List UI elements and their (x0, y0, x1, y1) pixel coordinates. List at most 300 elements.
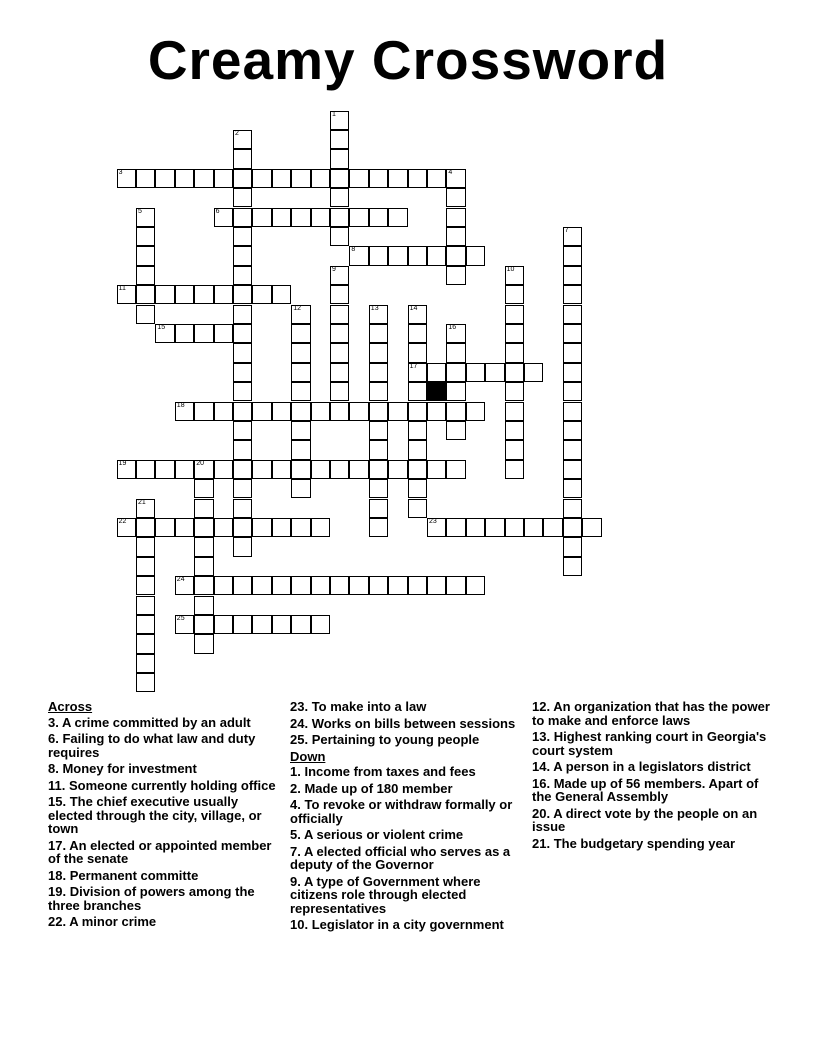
grid-cell[interactable] (136, 576, 155, 595)
grid-cell[interactable] (136, 208, 155, 227)
grid-cell[interactable] (427, 363, 446, 382)
grid-cell[interactable] (369, 576, 388, 595)
grid-cell[interactable] (194, 557, 213, 576)
grid-cell[interactable] (194, 285, 213, 304)
grid-cell[interactable] (330, 130, 349, 149)
grid-cell[interactable] (330, 169, 349, 188)
grid-cell[interactable] (369, 499, 388, 518)
grid-cell[interactable] (175, 615, 194, 634)
grid-cell[interactable] (408, 576, 427, 595)
grid-cell[interactable] (427, 246, 446, 265)
grid-cell[interactable] (233, 615, 252, 634)
grid-cell[interactable] (136, 557, 155, 576)
grid-cell[interactable] (117, 169, 136, 188)
grid-cell[interactable] (408, 440, 427, 459)
grid-cell[interactable] (563, 343, 582, 362)
grid-cell[interactable] (233, 324, 252, 343)
grid-cell[interactable] (272, 615, 291, 634)
grid-cell[interactable] (233, 227, 252, 246)
across-clue-24: 24. Works on bills between sessions (290, 715, 516, 731)
grid-cell[interactable] (446, 169, 465, 188)
grid-cell[interactable] (291, 576, 310, 595)
grid-cell[interactable] (369, 343, 388, 362)
grid-cell[interactable] (194, 634, 213, 653)
grid-cell[interactable] (446, 576, 465, 595)
grid-cell[interactable] (291, 305, 310, 324)
grid-cell[interactable] (427, 460, 446, 479)
grid-cell[interactable] (408, 479, 427, 498)
grid-cell[interactable] (136, 654, 155, 673)
grid-cell[interactable] (136, 246, 155, 265)
down-clue-20: 20. A direct vote by the people on an issue (532, 805, 758, 834)
clue-text: A type of Government where citizens role through elected representatives (290, 873, 481, 916)
grid-cell[interactable] (446, 518, 465, 537)
grid-cell[interactable] (330, 305, 349, 324)
grid-cell[interactable] (194, 324, 213, 343)
grid-cell[interactable] (563, 266, 582, 285)
grid-cell[interactable] (408, 402, 427, 421)
grid-cell[interactable] (408, 169, 427, 188)
grid-cell[interactable] (563, 246, 582, 265)
grid-cell[interactable] (330, 576, 349, 595)
clue-text: A person in a legislators district (553, 759, 751, 774)
grid-cell[interactable] (136, 634, 155, 653)
grid-cell[interactable] (194, 576, 213, 595)
clue-number: 11 (48, 777, 62, 793)
grid-cell[interactable] (155, 169, 174, 188)
grid-cell[interactable] (369, 324, 388, 343)
grid-cell[interactable] (563, 440, 582, 459)
grid-cell[interactable] (349, 208, 368, 227)
grid-cell[interactable] (136, 460, 155, 479)
grid-cell[interactable] (446, 246, 465, 265)
grid-cell[interactable] (349, 576, 368, 595)
grid-cell[interactable] (369, 460, 388, 479)
clue-number: 2 (235, 129, 239, 137)
grid-cell[interactable] (252, 460, 271, 479)
grid-cell[interactable] (291, 363, 310, 382)
grid-cell[interactable] (563, 518, 582, 537)
grid-cell[interactable] (427, 169, 446, 188)
grid-cell[interactable] (233, 499, 252, 518)
grid-cell[interactable] (388, 576, 407, 595)
grid-cell[interactable] (446, 402, 465, 421)
grid-cell[interactable] (272, 518, 291, 537)
grid-cell[interactable] (505, 402, 524, 421)
grid-cell[interactable] (194, 479, 213, 498)
grid-cell[interactable] (369, 518, 388, 537)
grid-cell[interactable] (330, 363, 349, 382)
down-clue-13: 13. Highest ranking court in Georgia's court system (532, 729, 767, 758)
grid-cell[interactable] (252, 285, 271, 304)
grid-cell[interactable] (291, 440, 310, 459)
grid-cell[interactable] (252, 576, 271, 595)
grid-cell[interactable] (291, 343, 310, 362)
clue-number: 12 (293, 304, 301, 312)
grid-cell[interactable] (485, 518, 504, 537)
grid-cell[interactable] (369, 208, 388, 227)
down-clue-9: 9. A type of Government where citizens role through elected representatives (290, 873, 481, 916)
grid-cell[interactable] (194, 518, 213, 537)
down-clue-7: 7. A elected official who serves as a deputy of the Governor (290, 843, 511, 872)
page-title: Creamy Crossword (147, 29, 669, 91)
grid-cell[interactable] (388, 169, 407, 188)
grid-cell[interactable] (505, 382, 524, 401)
clue-text: To make into a law (311, 699, 427, 714)
grid-cell[interactable] (408, 324, 427, 343)
clue-text: Legislator in a city government (311, 917, 504, 932)
grid-cell[interactable] (291, 518, 310, 537)
grid-cell[interactable] (369, 382, 388, 401)
grid-cell[interactable] (233, 149, 252, 168)
grid-cell[interactable] (233, 285, 252, 304)
clue-number: 3 (118, 168, 123, 176)
clue-number: 22 (48, 914, 63, 929)
grid-cell[interactable] (175, 285, 194, 304)
grid-cell[interactable] (466, 246, 485, 265)
grid-cell[interactable] (291, 615, 310, 634)
grid-cell[interactable] (330, 208, 349, 227)
clue-number: 1 (290, 764, 298, 779)
grid-cell[interactable] (330, 188, 349, 207)
grid-cell[interactable] (233, 188, 252, 207)
grid-cell[interactable] (252, 615, 271, 634)
grid-cell[interactable] (369, 169, 388, 188)
grid-cell[interactable] (136, 305, 155, 324)
grid-cell[interactable] (466, 363, 485, 382)
clue-text: Money for investment (62, 761, 197, 776)
clue-number: 13 (370, 304, 379, 312)
grid-cell[interactable] (349, 402, 368, 421)
grid-cell[interactable] (369, 421, 388, 440)
clue-number: 14 (532, 759, 547, 774)
grid-cell[interactable] (369, 440, 388, 459)
grid-cell[interactable] (117, 518, 136, 537)
clue-number: 11 (118, 285, 126, 293)
grid-cell[interactable] (214, 460, 233, 479)
grid-cell[interactable] (563, 479, 582, 498)
clue-number: 18 (48, 867, 63, 883)
grid-cell[interactable] (408, 382, 427, 401)
grid-cell[interactable] (311, 615, 330, 634)
grid-cell[interactable] (233, 479, 252, 498)
grid-cell[interactable] (446, 343, 465, 362)
grid-cell[interactable] (291, 460, 310, 479)
grid-cell[interactable] (136, 227, 155, 246)
grid-cell[interactable] (194, 402, 213, 421)
grid-cell[interactable] (446, 208, 465, 227)
grid-cell[interactable] (214, 576, 233, 595)
clue-text: A elected official who serves as a deputy of the Governor (290, 843, 511, 872)
grid-cell[interactable] (214, 518, 233, 537)
down-clue-list (290, 765, 522, 932)
grid-cell[interactable] (291, 324, 310, 343)
grid-cell[interactable] (330, 149, 349, 168)
grid-cell[interactable] (214, 208, 233, 227)
black-cell (427, 382, 446, 401)
grid-cell[interactable] (505, 440, 524, 459)
grid-cell[interactable] (252, 518, 271, 537)
grid-cell[interactable] (466, 402, 485, 421)
grid-cell[interactable] (214, 169, 233, 188)
down-clue-2: 2. Made up of 180 member (290, 780, 453, 796)
grid-cell[interactable] (563, 324, 582, 343)
grid-cell[interactable] (505, 266, 524, 285)
grid-cell[interactable] (291, 382, 310, 401)
across-clue-18: 18. Permanent committe (48, 867, 199, 883)
grid-cell[interactable] (388, 246, 407, 265)
grid-cell[interactable] (233, 421, 252, 440)
grid-cell[interactable] (136, 537, 155, 556)
grid-cell[interactable] (563, 363, 582, 382)
grid-cell[interactable] (446, 188, 465, 207)
grid-cell[interactable] (446, 324, 465, 343)
grid-cell[interactable] (408, 499, 427, 518)
grid-cell[interactable] (466, 576, 485, 595)
grid-cell[interactable] (136, 169, 155, 188)
grid-cell[interactable] (214, 324, 233, 343)
grid-cell[interactable] (524, 363, 543, 382)
grid-cell[interactable] (175, 169, 194, 188)
grid-cell[interactable] (349, 169, 368, 188)
grid-cell[interactable] (505, 460, 524, 479)
grid-cell[interactable] (505, 285, 524, 304)
grid-cell[interactable] (252, 169, 271, 188)
clue-text: A minor crime (69, 914, 157, 929)
grid-cell[interactable] (408, 246, 427, 265)
grid-cell[interactable] (388, 208, 407, 227)
grid-cell[interactable] (272, 208, 291, 227)
grid-cell[interactable] (330, 111, 349, 130)
grid-cell[interactable] (485, 363, 504, 382)
across-clue-list (48, 716, 280, 929)
grid-cell[interactable] (330, 324, 349, 343)
grid-cell[interactable] (233, 130, 252, 149)
clue-text: Failing to do what law and duty requires (48, 731, 256, 760)
grid-cell[interactable] (136, 266, 155, 285)
grid-cell[interactable] (233, 169, 252, 188)
grid-cell[interactable] (233, 537, 252, 556)
across-clue-19: 19. Division of powers among the three branches (48, 884, 255, 913)
clue-number: 4 (290, 797, 298, 812)
grid-cell[interactable] (369, 246, 388, 265)
grid-cell[interactable] (252, 208, 271, 227)
down-clue-21: 21. The budgetary spending year (532, 835, 736, 851)
grid-cell[interactable] (369, 305, 388, 324)
clue-number: 2 (290, 780, 298, 796)
grid-cell[interactable] (155, 324, 174, 343)
grid-cell[interactable] (194, 615, 213, 634)
grid-cell[interactable] (563, 421, 582, 440)
grid-cell[interactable] (291, 402, 310, 421)
grid-cell[interactable] (194, 460, 213, 479)
grid-cell[interactable] (194, 169, 213, 188)
grid-cell[interactable] (349, 246, 368, 265)
grid-cell[interactable] (505, 518, 524, 537)
grid-cell[interactable] (563, 285, 582, 304)
grid-cell[interactable] (233, 518, 252, 537)
clue-number: 9 (332, 265, 336, 273)
grid-cell[interactable] (194, 596, 213, 615)
grid-cell[interactable] (311, 402, 330, 421)
grid-cell[interactable] (233, 440, 252, 459)
grid-cell[interactable] (233, 266, 252, 285)
grid-cell[interactable] (175, 402, 194, 421)
clue-text: Works on bills between sessions (311, 715, 516, 731)
grid-cell[interactable] (505, 343, 524, 362)
clue-number: 19 (118, 459, 127, 467)
grid-cell[interactable] (233, 576, 252, 595)
clue-text: Made up of 56 members. Apart of the General Assembly (532, 775, 759, 804)
grid-cell[interactable] (155, 460, 174, 479)
grid-cell[interactable] (214, 615, 233, 634)
grid-cell[interactable] (233, 343, 252, 362)
across-clue-25: 25. Pertaining to young people (290, 732, 480, 747)
grid-cell[interactable] (563, 227, 582, 246)
grid-cell[interactable] (136, 285, 155, 304)
grid-cell[interactable] (233, 208, 252, 227)
grid-cell[interactable] (388, 460, 407, 479)
grid-cell[interactable] (543, 518, 562, 537)
grid-cell[interactable] (175, 576, 194, 595)
clue-number: 4 (448, 168, 453, 176)
grid-cell[interactable] (446, 227, 465, 246)
grid-cell[interactable] (136, 499, 155, 518)
grid-cell[interactable] (136, 673, 155, 692)
grid-cell[interactable] (330, 402, 349, 421)
grid-cell[interactable] (272, 460, 291, 479)
grid-cell[interactable] (446, 421, 465, 440)
across-clue-23: 23. To make into a law (290, 699, 427, 714)
clue-number: 19 (48, 884, 63, 899)
grid-cell[interactable] (291, 421, 310, 440)
grid-cell[interactable] (233, 382, 252, 401)
grid-cell[interactable] (233, 363, 252, 382)
clue-number: 13 (532, 729, 547, 744)
down-clue-1: 1. Income from taxes and fees (290, 764, 476, 779)
grid-cell[interactable] (117, 460, 136, 479)
grid-cell[interactable] (505, 421, 524, 440)
grid-cell[interactable] (175, 460, 194, 479)
grid-cell[interactable] (330, 343, 349, 362)
grid-cell[interactable] (446, 382, 465, 401)
grid-cell[interactable] (136, 518, 155, 537)
grid-cell[interactable] (233, 305, 252, 324)
grid-cell[interactable] (272, 169, 291, 188)
grid-cell[interactable] (466, 518, 485, 537)
grid-cell[interactable] (272, 285, 291, 304)
grid-cell[interactable] (427, 402, 446, 421)
grid-cell[interactable] (408, 343, 427, 362)
grid-cell[interactable] (291, 208, 310, 227)
grid-cell[interactable] (252, 402, 271, 421)
grid-cell[interactable] (272, 402, 291, 421)
grid-cell[interactable] (427, 518, 446, 537)
clue-number: 23 (429, 517, 437, 525)
clue-number: 9 (290, 873, 298, 889)
grid-cell[interactable] (291, 479, 310, 498)
clue-number: 21 (532, 835, 547, 851)
grid-cell[interactable] (272, 576, 291, 595)
grid-cell[interactable] (155, 518, 174, 537)
grid-cell[interactable] (330, 382, 349, 401)
grid-cell[interactable] (311, 460, 330, 479)
grid-cell[interactable] (563, 305, 582, 324)
grid-cell[interactable] (563, 382, 582, 401)
grid-cell[interactable] (136, 596, 155, 615)
grid-cell[interactable] (349, 460, 368, 479)
grid-cell[interactable] (408, 363, 427, 382)
grid-cell[interactable] (505, 305, 524, 324)
grid-cell[interactable] (214, 402, 233, 421)
grid-cell[interactable] (408, 421, 427, 440)
grid-cell[interactable] (563, 537, 582, 556)
grid-cell[interactable] (194, 537, 213, 556)
grid-cell[interactable] (194, 499, 213, 518)
grid-cell[interactable] (408, 460, 427, 479)
grid-cell[interactable] (136, 615, 155, 634)
grid-cell[interactable] (446, 460, 465, 479)
grid-cell[interactable] (330, 266, 349, 285)
grid-cell[interactable] (563, 460, 582, 479)
grid-cell[interactable] (505, 324, 524, 343)
grid-cell[interactable] (175, 324, 194, 343)
grid-cell[interactable] (311, 518, 330, 537)
clue-text: A direct vote by the people on an issue (532, 805, 758, 834)
grid-cell[interactable] (233, 402, 252, 421)
grid-cell[interactable] (388, 402, 407, 421)
grid-cell[interactable] (369, 363, 388, 382)
grid-cell[interactable] (369, 479, 388, 498)
across-clue-6: 6. Failing to do what law and duty requires (48, 731, 256, 760)
grid-cell[interactable] (427, 576, 446, 595)
grid-cell[interactable] (291, 169, 310, 188)
grid-cell[interactable] (233, 246, 252, 265)
clue-number: 7 (290, 843, 298, 859)
grid-cell[interactable] (330, 460, 349, 479)
grid-cell[interactable] (175, 518, 194, 537)
clue-number: 10 (290, 917, 305, 932)
grid-cell[interactable] (233, 460, 252, 479)
clue-number: 5 (138, 207, 142, 215)
grid-cell[interactable] (330, 285, 349, 304)
grid-cell[interactable] (369, 402, 388, 421)
clue-text: Made up of 180 member (304, 780, 453, 796)
grid-cell[interactable] (311, 169, 330, 188)
clue-number: 21 (138, 498, 146, 506)
clue-number: 7 (564, 226, 569, 234)
grid-cell[interactable] (330, 227, 349, 246)
grid-cell[interactable] (446, 363, 465, 382)
grid-cell[interactable] (563, 557, 582, 576)
grid-cell[interactable] (505, 363, 524, 382)
grid-cell[interactable] (446, 266, 465, 285)
clues-column-3 (532, 700, 772, 853)
clue-number: 12 (532, 699, 547, 714)
grid-cell[interactable] (563, 402, 582, 421)
grid-cell[interactable] (408, 305, 427, 324)
grid-cell[interactable] (563, 499, 582, 518)
grid-cell[interactable] (311, 576, 330, 595)
clue-number: 5 (290, 827, 298, 842)
grid-cell[interactable] (117, 285, 136, 304)
grid-cell[interactable] (155, 285, 174, 304)
grid-cell[interactable] (524, 518, 543, 537)
clue-number: 8 (351, 246, 356, 254)
grid-cell[interactable] (582, 518, 601, 537)
grid-cell[interactable] (311, 208, 330, 227)
grid-cell[interactable] (214, 285, 233, 304)
